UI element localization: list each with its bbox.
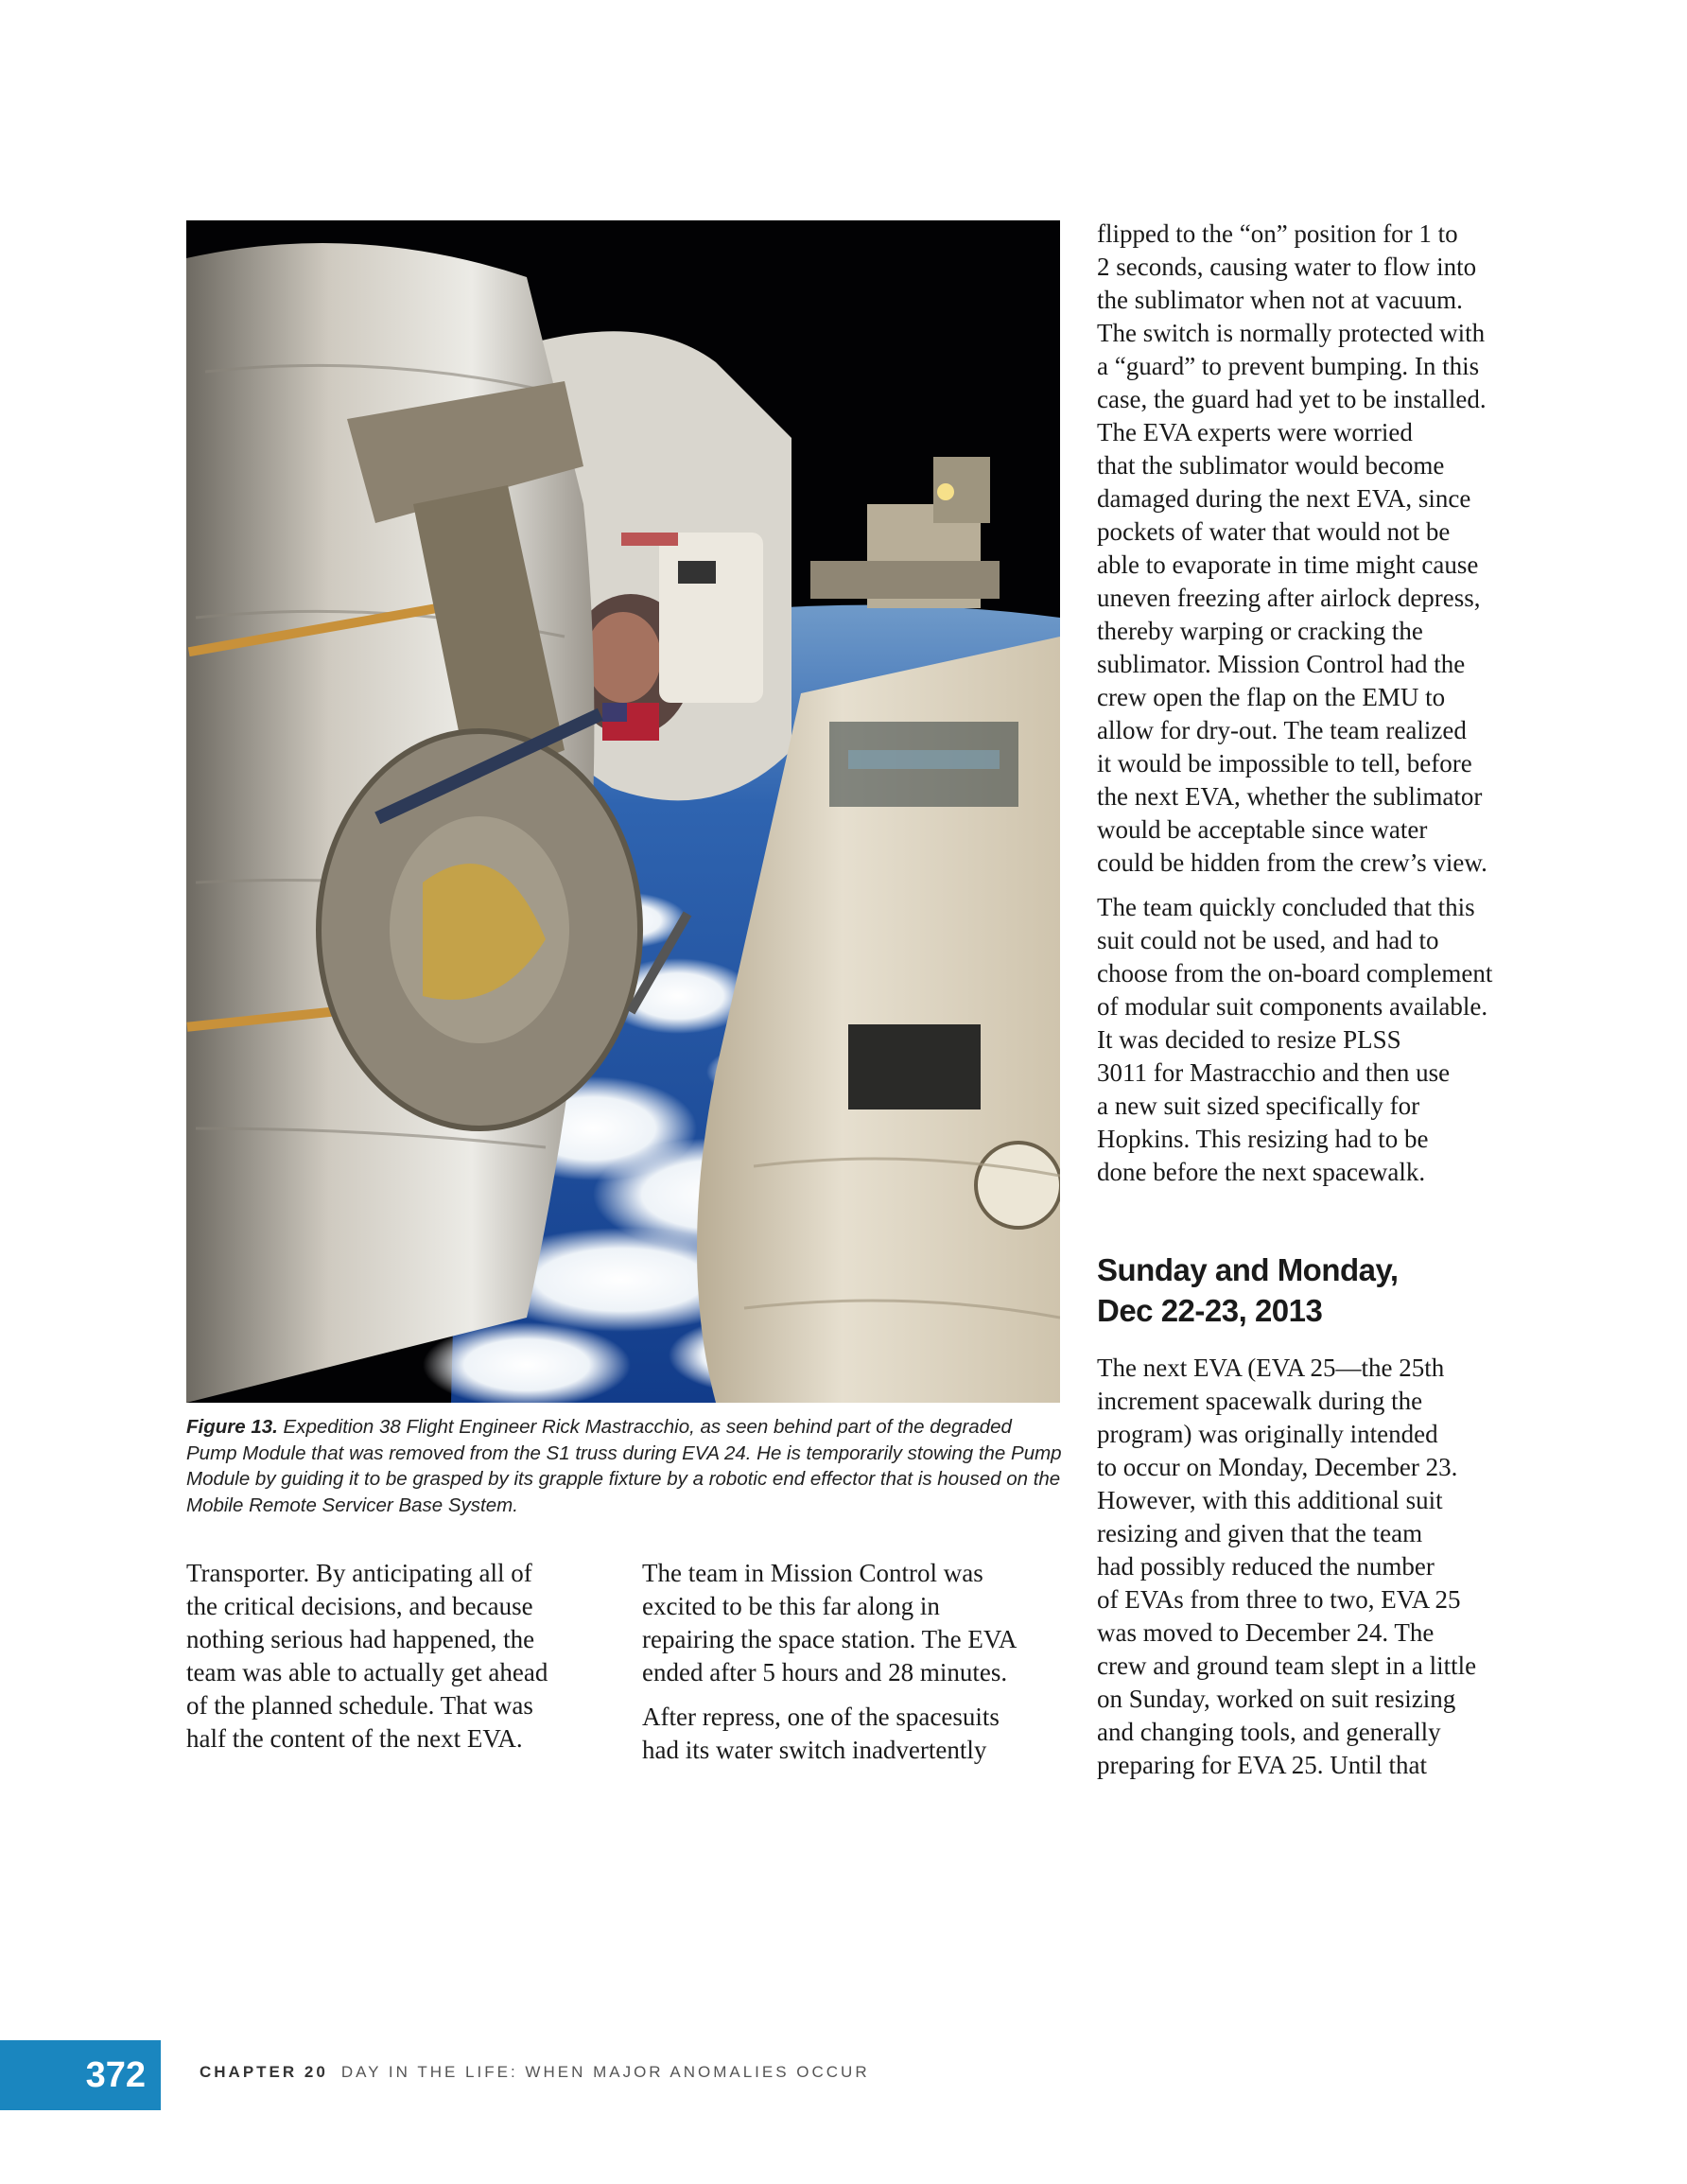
left-column (186, 1557, 602, 1767)
middle-column (642, 1557, 1049, 1778)
chapter-title: DAY IN THE LIFE: WHEN MAJOR ANOMALIES OCCUR (340, 2063, 870, 2081)
paragraph: After repress, one of the spacesuits had its water switch inadvertently (642, 1703, 1000, 1764)
figure-label: Figure 13. (186, 1416, 278, 1438)
paragraph: The team in Mission Control was excited to be this far along in repairing the space station. The EVA ended after 5 hours and 28 minutes. (642, 1559, 1017, 1686)
page-number: 372 (85, 2055, 146, 2095)
paragraph: The next EVA (EVA 25—the 25th increment spacewalk during the program) was originally intended to occur on Monday, December 23. However, with this additional suit resizing and given that the team had possibly reduced the number of EVAs from three to two, EVA 25 was moved to December 24. The crew and ground team slept in a little on Sunday, worked on suit resizing and changing tools, and generally preparing for EVA 25. Until that (1097, 1354, 1477, 1779)
figure-caption (186, 1414, 1066, 1518)
paragraph: flipped to the “on” position for 1 to 2 seconds, causing water to flow into the sublimator when not at vacuum. The switch is normally protected with a “guard” to prevent bumping. In this case, the guard had yet to be installed. The EVA experts were worried that the sublimator would become damaged during the next EVA, since pockets of water that would not be able to evaporate in time might cause uneven freezing after airlock depress, thereby warping or cracking the sublimator. Mission Control had the crew open the flap on the EMU to allow for dry-out. The team realized it would be impossible to tell, before the next EVA, whether the sublimator would be acceptable since water could be hidden from the crew’s view. (1097, 219, 1487, 877)
page-number-tab (0, 2040, 161, 2110)
spacewalk-photo-illustration (186, 220, 1060, 1403)
section-heading: Sunday and Monday, Dec 22-23, 2013 (1097, 1252, 1399, 1328)
running-footer (200, 2063, 870, 2082)
paragraph: The team quickly concluded that this suit could not be used, and had to choose from the on-board complement of modular suit components available. It was decided to resize PLSS 3011 for Mastracchio and then use a new suit sized specifically for Hopkins. This resizing had to be done before the next spacewalk. (1097, 893, 1493, 1186)
figure-13-photo (186, 220, 1060, 1403)
right-column (1097, 218, 1532, 1793)
figure-caption-text: Expedition 38 Flight Engineer Rick Mastracchio, as seen behind part of the degraded Pump Module that was removed from the S1 truss during EVA 24. He is temporarily stowing the Pump Module by guiding it to be grasped by its grapple fixture by a robotic end effector that is housed on the Mobile Remote Servicer Base System. (186, 1416, 1062, 1516)
chapter-label: CHAPTER 20 (200, 2063, 328, 2081)
paragraph: Transporter. By anticipating all of the critical decisions, and because nothing serious had happened, the team was able to actually get ahead of the planned schedule. That was half the content of the next EVA. (186, 1559, 548, 1753)
